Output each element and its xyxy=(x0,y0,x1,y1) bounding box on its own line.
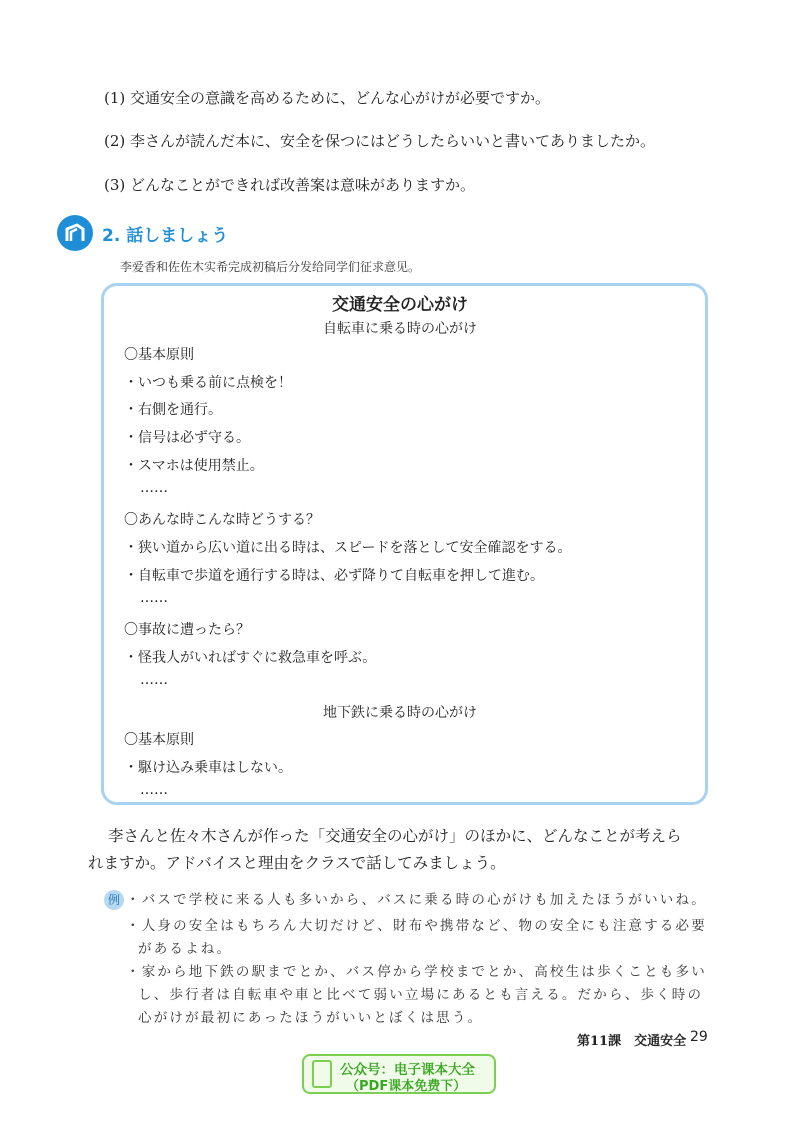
section-talk-icon xyxy=(57,215,93,251)
box-title: 交通安全の心がけ xyxy=(332,295,468,315)
ellipsis: …… xyxy=(140,672,168,688)
question-2: (2) 李さんが読んだ本に、安全を保つにはどうしたらいいと書いてありましたか。 xyxy=(104,132,656,150)
ellipsis: …… xyxy=(140,782,168,798)
book-icon xyxy=(312,1060,332,1088)
basic-rule-heading: 〇基本原則 xyxy=(124,732,194,748)
bicycle-rule: ・いつも乗る前に点検を！ xyxy=(124,375,292,391)
example-line: ・家から地下鉄の駅までとか、バス停から学校までとか、高校生は歩くことも多い xyxy=(126,964,707,980)
footer-lesson: 第11課 交通安全 xyxy=(577,1034,687,1049)
example-tag: 例 xyxy=(104,890,124,910)
subway-rule: ・駆け込み乗車はしない。 xyxy=(124,760,292,776)
situation-heading: 〇あんな時こんな時どうする？ xyxy=(124,512,320,528)
example-line: し、歩行者は自転車や車と比べて弱い立場にあるとも言える。だから、歩く時の xyxy=(138,987,704,1003)
paragraph-line: 李さんと佐々木さんが作った「交通安全の心がけ」のほかに、どんなことが考えら xyxy=(108,827,682,845)
bicycle-rule: ・信号は必ず守る。 xyxy=(124,430,250,446)
ellipsis: …… xyxy=(140,480,168,496)
example-line: があるよね。 xyxy=(138,941,233,957)
accident-rule: ・怪我人がいればすぐに救急車を呼ぶ。 xyxy=(124,650,377,666)
question-3: (3) どんなことができれば改善案は意味がありますか。 xyxy=(104,176,476,194)
example-line: ・人身の安全はもちろん大切だけど、財布や携帯など、物の安全にも注意する必要 xyxy=(126,918,707,934)
watermark-line-2: （PDF课本免费下） xyxy=(346,1079,467,1094)
ellipsis: …… xyxy=(140,590,168,606)
bicycle-rule: ・スマホは使用禁止。 xyxy=(124,458,264,474)
watermark-badge xyxy=(302,1054,496,1094)
example-line: 心がけが最初にあったほうがいいとぼくは思う。 xyxy=(138,1010,484,1026)
page-number: 29 xyxy=(690,1029,708,1045)
subway-heading: 地下鉄に乗る時の心がけ xyxy=(323,705,477,721)
bicycle-heading: 自転車に乗る時の心がけ xyxy=(323,321,477,337)
example-line: ・バスで学校に来る人も多いから、バスに乗る時の心がけも加えたほうがいいね。 xyxy=(126,892,707,908)
situation-rule: ・自転車で歩道を通行する時は、必ず降りて自転車を押して進む。 xyxy=(124,568,544,584)
section-subtitle: 李爱香和佐佐木实希完成初稿后分发给同学们征求意见。 xyxy=(120,260,421,274)
accident-heading: 〇事故に遭ったら？ xyxy=(124,622,250,638)
situation-rule: ・狭い道から広い道に出る時は、スピードを落として安全確認をする。 xyxy=(124,540,572,556)
section-title: 2. 話しましょう xyxy=(102,226,229,246)
paragraph-line: れますか。アドバイスと理由をクラスで話してみましょう。 xyxy=(88,854,506,872)
bicycle-rule: ・右側を通行。 xyxy=(124,402,222,418)
watermark-line-1: 公众号：电子课本大全 xyxy=(340,1062,475,1078)
question-1: (1) 交通安全の意識を高めるために、どんな心がけが必要ですか。 xyxy=(104,89,551,107)
basic-rule-heading: 〇基本原則 xyxy=(124,347,194,363)
